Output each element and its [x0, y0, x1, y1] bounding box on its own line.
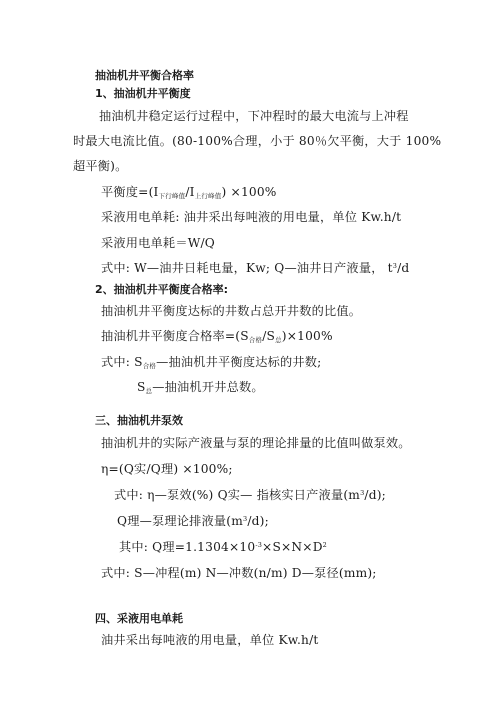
- unit-power-formula: 采液用电单耗＝W/Q: [101, 236, 215, 250]
- variable-definitions: $S_总—$抽油机开井总数。: [137, 380, 264, 395]
- balance-formula: 平衡度$=(I_{下行峰值}/I_{上行峰值}) \times 100\%$: [101, 185, 277, 200]
- section-4-heading: 四、采液用电单耗: [95, 612, 183, 625]
- main-title: 抽油机井平衡合格率: [95, 69, 194, 82]
- rate-formula: 抽油机井平衡度合格率$=(S_{合格}/S_总)\times 100\%$: [101, 329, 333, 344]
- variable-definitions: 式中: S—冲程(m) N—冲数(n/m) D—泵径(mm);: [101, 566, 377, 580]
- section-3-heading: 三、抽油机井泵效: [95, 414, 183, 427]
- paragraph-line: 油井采出每吨液的用电量，单位 Kw.h/t: [101, 633, 319, 647]
- paragraph-line: 抽油机井稳定运行过程中，下冲程时的最大电流与上冲程: [99, 109, 409, 123]
- paragraph-line: 超平衡)。: [73, 159, 128, 173]
- variable-definitions: Q理—泵理论排液量$(m^3/d)$;: [117, 514, 269, 528]
- section-1-heading: 1、抽油机井平衡度: [95, 87, 191, 100]
- paragraph-line: 时最大电流比值。(80-100%合理，小于 80％欠平衡，大于 100%: [73, 134, 442, 148]
- paragraph-line: 抽油机井的实际产液量与泵的理论排量的比值叫做泵效。: [101, 436, 411, 450]
- variable-definitions: 式中: W—油井日耗电量，Kw; Q—油井日产液量， $t^3/d$: [101, 261, 410, 275]
- section-2-heading: 2、抽油机井平衡度合格率:: [95, 283, 229, 296]
- variable-definitions: 式中: $S_{合格}—$抽油机井平衡度达标的井数;: [101, 355, 322, 370]
- paragraph-line: 抽油机井平衡度达标的井数占总开井数的比值。: [101, 304, 362, 318]
- efficiency-formula: η=(Q实/Q理) ×100%;: [101, 462, 233, 476]
- unit-power-definition: 采液用电单耗: 油井采出每吨液的用电量，单位 Kw.h/t: [101, 210, 402, 224]
- theoretical-displacement-formula: 其中: Q理$=1.1304\times 10^{-3}\times S\times N\times D^2$: [119, 540, 328, 554]
- variable-definitions: 式中: η—泵效(%) Q实— 指核实日产液量$(m^3/d)$;: [114, 488, 386, 502]
